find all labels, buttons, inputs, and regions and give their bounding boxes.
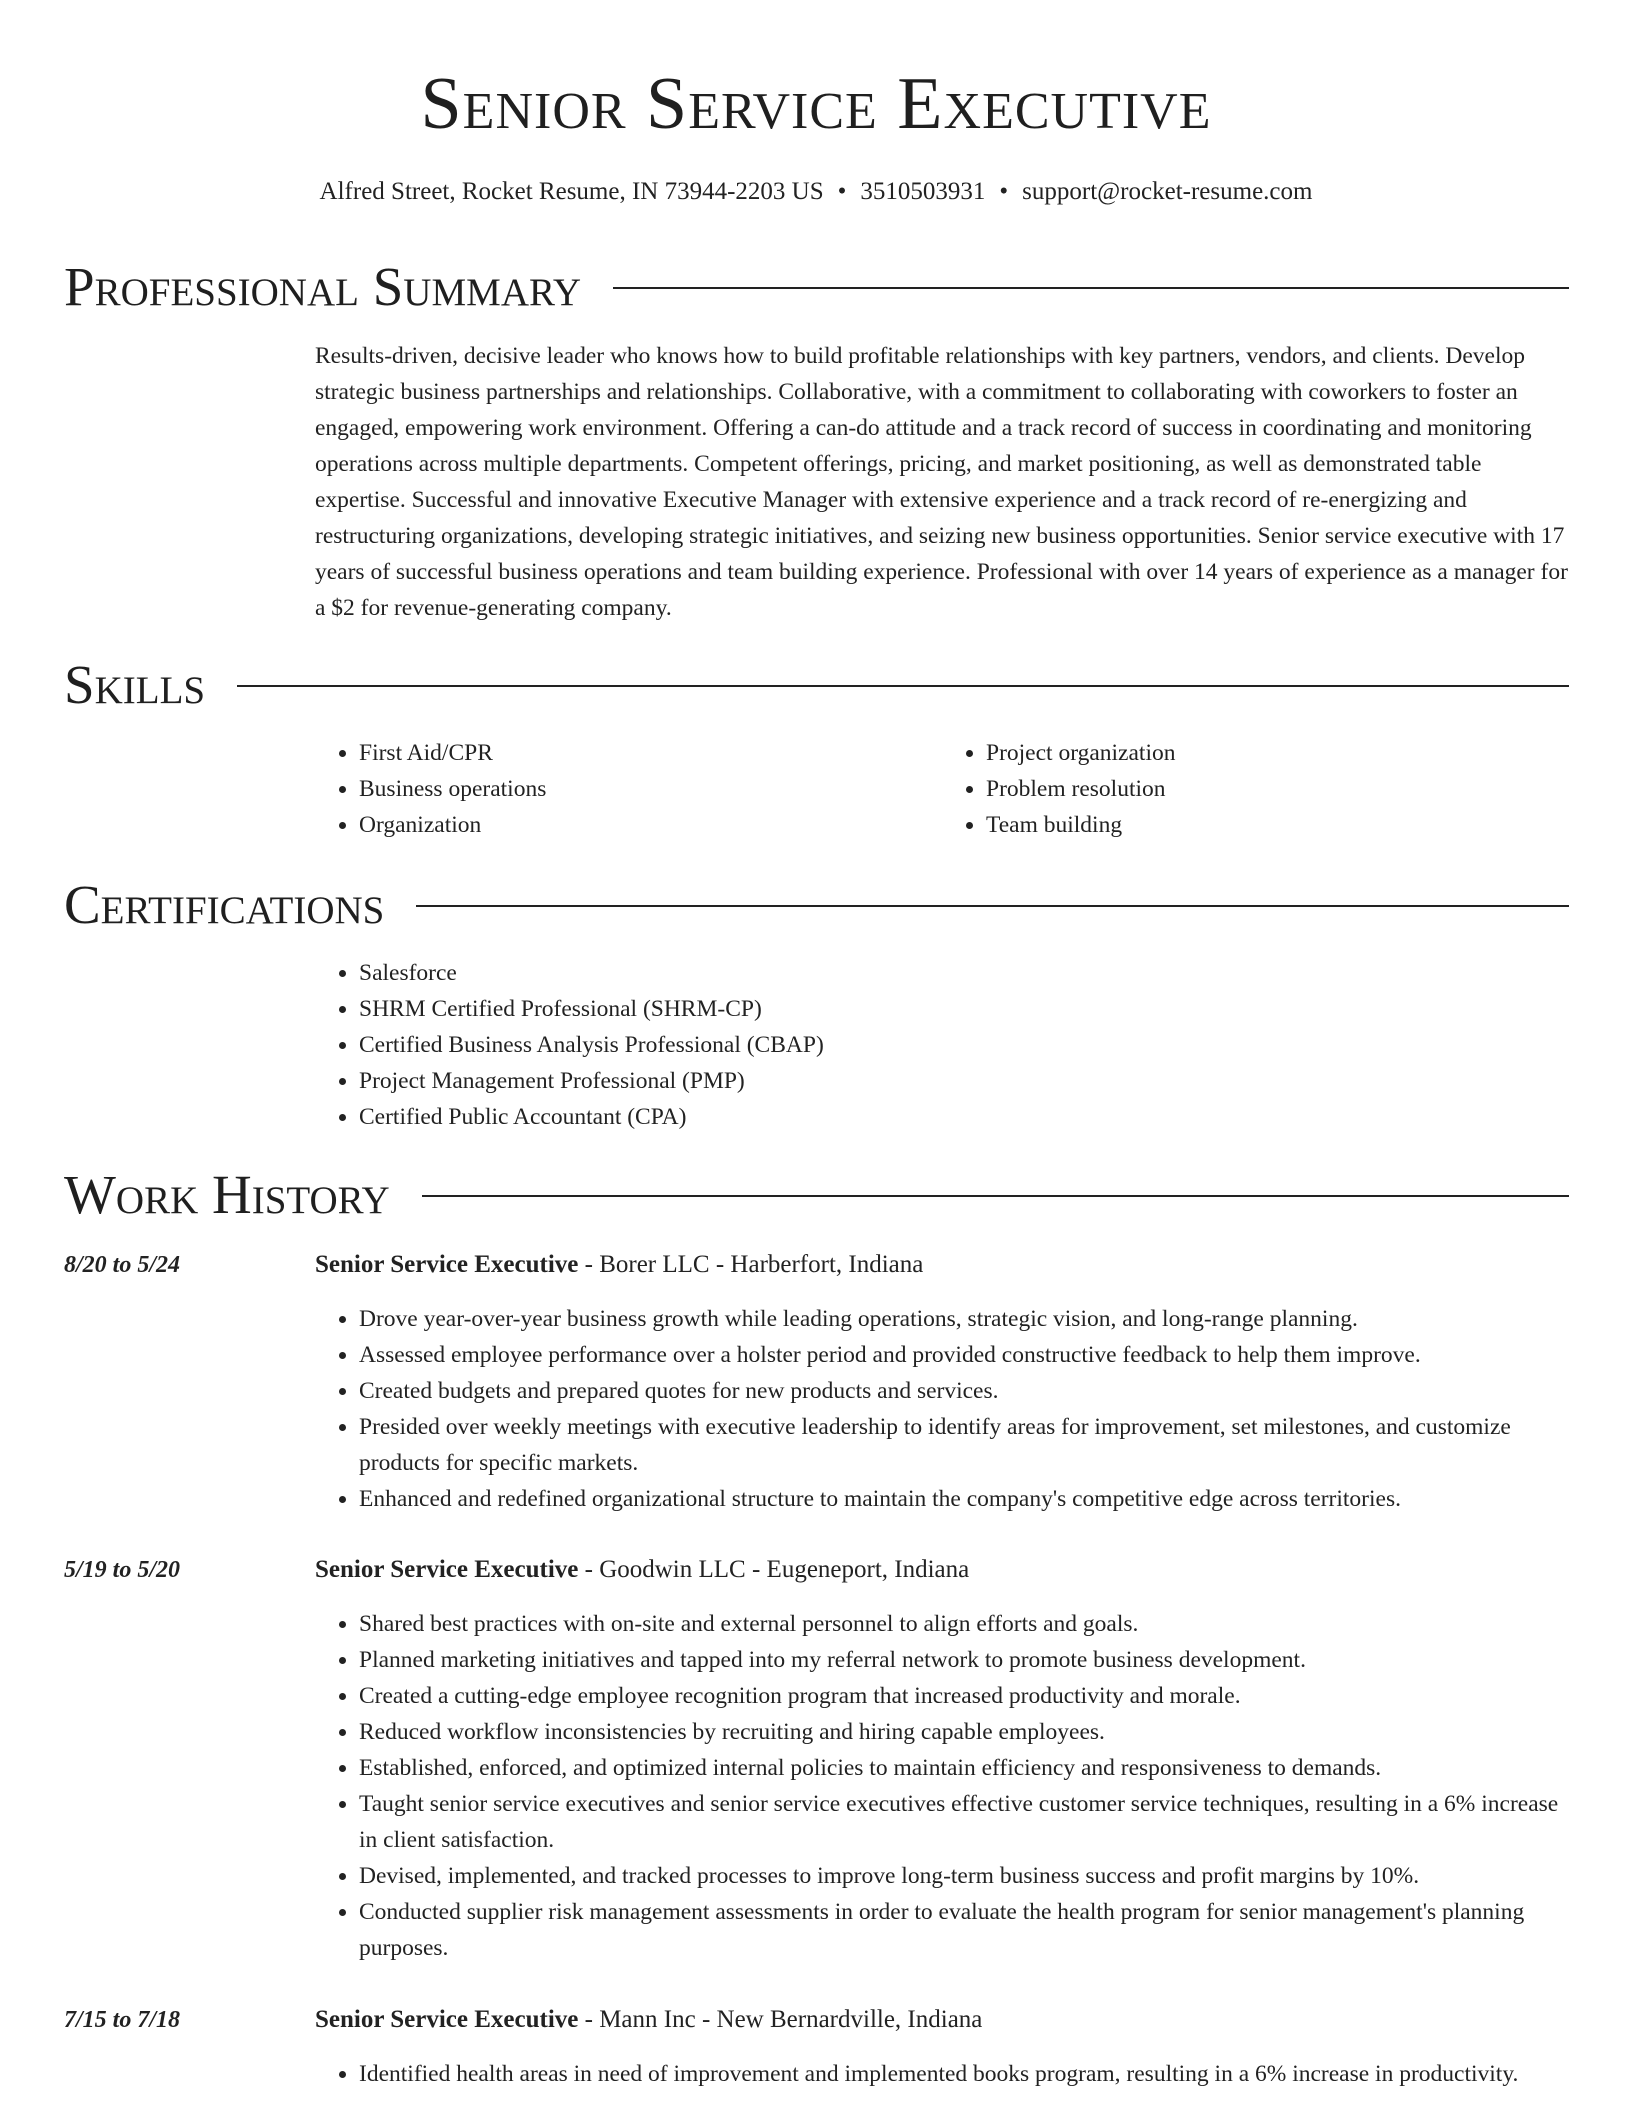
job-company: - Borer LLC - Harberfort, Indiana [578, 1251, 924, 1278]
skill-item: • Project organization [986, 735, 1569, 771]
job-bullet-list [315, 1301, 1569, 1517]
job-heading [315, 1552, 1569, 1588]
work-history-heading [64, 1160, 1569, 1230]
job-bullet: • Assessed employee performance over a holster period and provided constructive feedback to help them improve. [359, 1337, 1569, 1373]
job-heading [315, 2002, 1569, 2038]
job-bullet: • Devised, implemented, and tracked processes to improve long-term business success and profit margins by 10%. [359, 1858, 1569, 1894]
job-dates: 8/20 to 5/24 [64, 1252, 181, 1278]
job-bullet: • Created a cutting-edge employee recognition program that increased productivity and morale. [359, 1678, 1569, 1714]
summary-title: Professional Summary [64, 256, 582, 317]
job-bullets [315, 1606, 1569, 1966]
job-bullets [315, 2056, 1569, 2092]
job-bullet-list [315, 2056, 1569, 2092]
skills-section [315, 735, 1569, 843]
job-bullet: • Created budgets and prepared quotes for new products and services. [359, 1373, 1569, 1409]
summary-text: Results-driven, decisive leader who knows how to build profitable relationships with key partners, vendors, and clients. Develop strategic business partnerships and relationships. Collaborative, with a commitment to collaborating with coworkers to foster an engaged, empowering work environment. Offering a can-do attitude and a track record of success in coordinating and monitoring operations across multiple departments. Competent offerings, pricing, and market positioning, as well as demonstrated table expertise. Successful and innovative Executive Manager with extensive experience and a track record of re-energizing and restructuring organizations, developing strategic initiatives, and seizing new business opportunities. Senior service executive with 17 years of successful business operations and team building experience. Professional with over 14 years of experience as a manager for a $2 for revenue-generating company. [315, 343, 1568, 621]
summary-heading [64, 252, 1569, 322]
certifications-section [315, 955, 1569, 1135]
job-bullet: • Enhanced and redefined organizational structure to maintain the company's competitive edge across territories. [359, 1481, 1569, 1517]
certifications-list [315, 955, 1569, 1135]
job-bullet: • Presided over weekly meetings with executive leadership to identify areas for improvement, set milestones, and customize products for specific markets. [359, 1409, 1569, 1481]
certification-item: • Project Management Professional (PMP) [359, 1063, 1569, 1099]
job-company: - Goodwin LLC - Eugeneport, Indiana [578, 1556, 970, 1583]
certification-item: • Certified Business Analysis Professional (CBAP) [359, 1027, 1569, 1063]
skills-heading [64, 650, 1569, 720]
skill-item: • Team building [986, 807, 1569, 843]
certification-item: • Certified Public Accountant (CPA) [359, 1099, 1569, 1135]
skill-item: • Organization [359, 807, 942, 843]
job-bullet: • Planned marketing initiatives and tapped into my referral network to promote business development. [359, 1642, 1569, 1678]
job-heading [315, 1247, 1569, 1283]
skill-item: • Business operations [359, 771, 942, 807]
contact-phone: 3510503931 [860, 178, 986, 205]
job-bullet: • Taught senior service executives and senior service executives effective customer service techniques, resulting in a 6% increase in client satisfaction. [359, 1786, 1569, 1858]
job-bullet: • Conducted supplier risk management assessments in order to evaluate the health program for senior management's planning purposes. [359, 1894, 1569, 1966]
section-divider [422, 1195, 1569, 1197]
contact-address: Alfred Street, Rocket Resume, IN 73944-2203 US [319, 178, 824, 205]
skill-item: • Problem resolution [986, 771, 1569, 807]
job-title: Senior Service Executive [315, 1251, 579, 1278]
job-dates: 5/19 to 5/20 [64, 1557, 181, 1583]
contact-separator: • [837, 178, 847, 205]
resume-name: Senior Service Executive [420, 63, 1212, 145]
job-title: Senior Service Executive [315, 2006, 579, 2033]
contact-separator: • [999, 178, 1009, 205]
work-history-title: Work History [64, 1164, 390, 1225]
certification-item: • SHRM Certified Professional (SHRM-CP) [359, 991, 1569, 1027]
job-bullet: • Established, enforced, and optimized internal policies to maintain efficiency and responsiveness to demands. [359, 1750, 1569, 1786]
contact-line [0, 172, 1632, 212]
skill-item: • First Aid/CPR [359, 735, 942, 771]
summary-section [315, 338, 1569, 626]
certifications-title: Certifications [64, 874, 385, 935]
section-divider [613, 287, 1569, 289]
skills-title: Skills [64, 654, 206, 715]
contact-email: support@rocket-resume.com [1022, 178, 1313, 205]
skills-list-right [942, 735, 1569, 843]
job-title: Senior Service Executive [315, 1556, 579, 1583]
job-bullet-list [315, 1606, 1569, 1966]
job-bullet: • Shared best practices with on-site and external personnel to align efforts and goals. [359, 1606, 1569, 1642]
job-bullet: • Drove year-over-year business growth while leading operations, strategic vision, and long-range planning. [359, 1301, 1569, 1337]
certification-item: • Salesforce [359, 955, 1569, 991]
skills-list-left [315, 735, 942, 843]
job-bullets [315, 1301, 1569, 1517]
section-divider [416, 905, 1569, 907]
job-company: - Mann Inc - New Bernardville, Indiana [578, 2006, 983, 2033]
job-bullet: • Identified health areas in need of improvement and implemented books program, resulting in a 6% increase in productivity. [359, 2056, 1569, 2092]
certifications-heading [64, 870, 1569, 940]
job-dates: 7/15 to 7/18 [64, 2007, 181, 2033]
job-bullet: • Reduced workflow inconsistencies by recruiting and hiring capable employees. [359, 1714, 1569, 1750]
section-divider [237, 685, 1569, 687]
